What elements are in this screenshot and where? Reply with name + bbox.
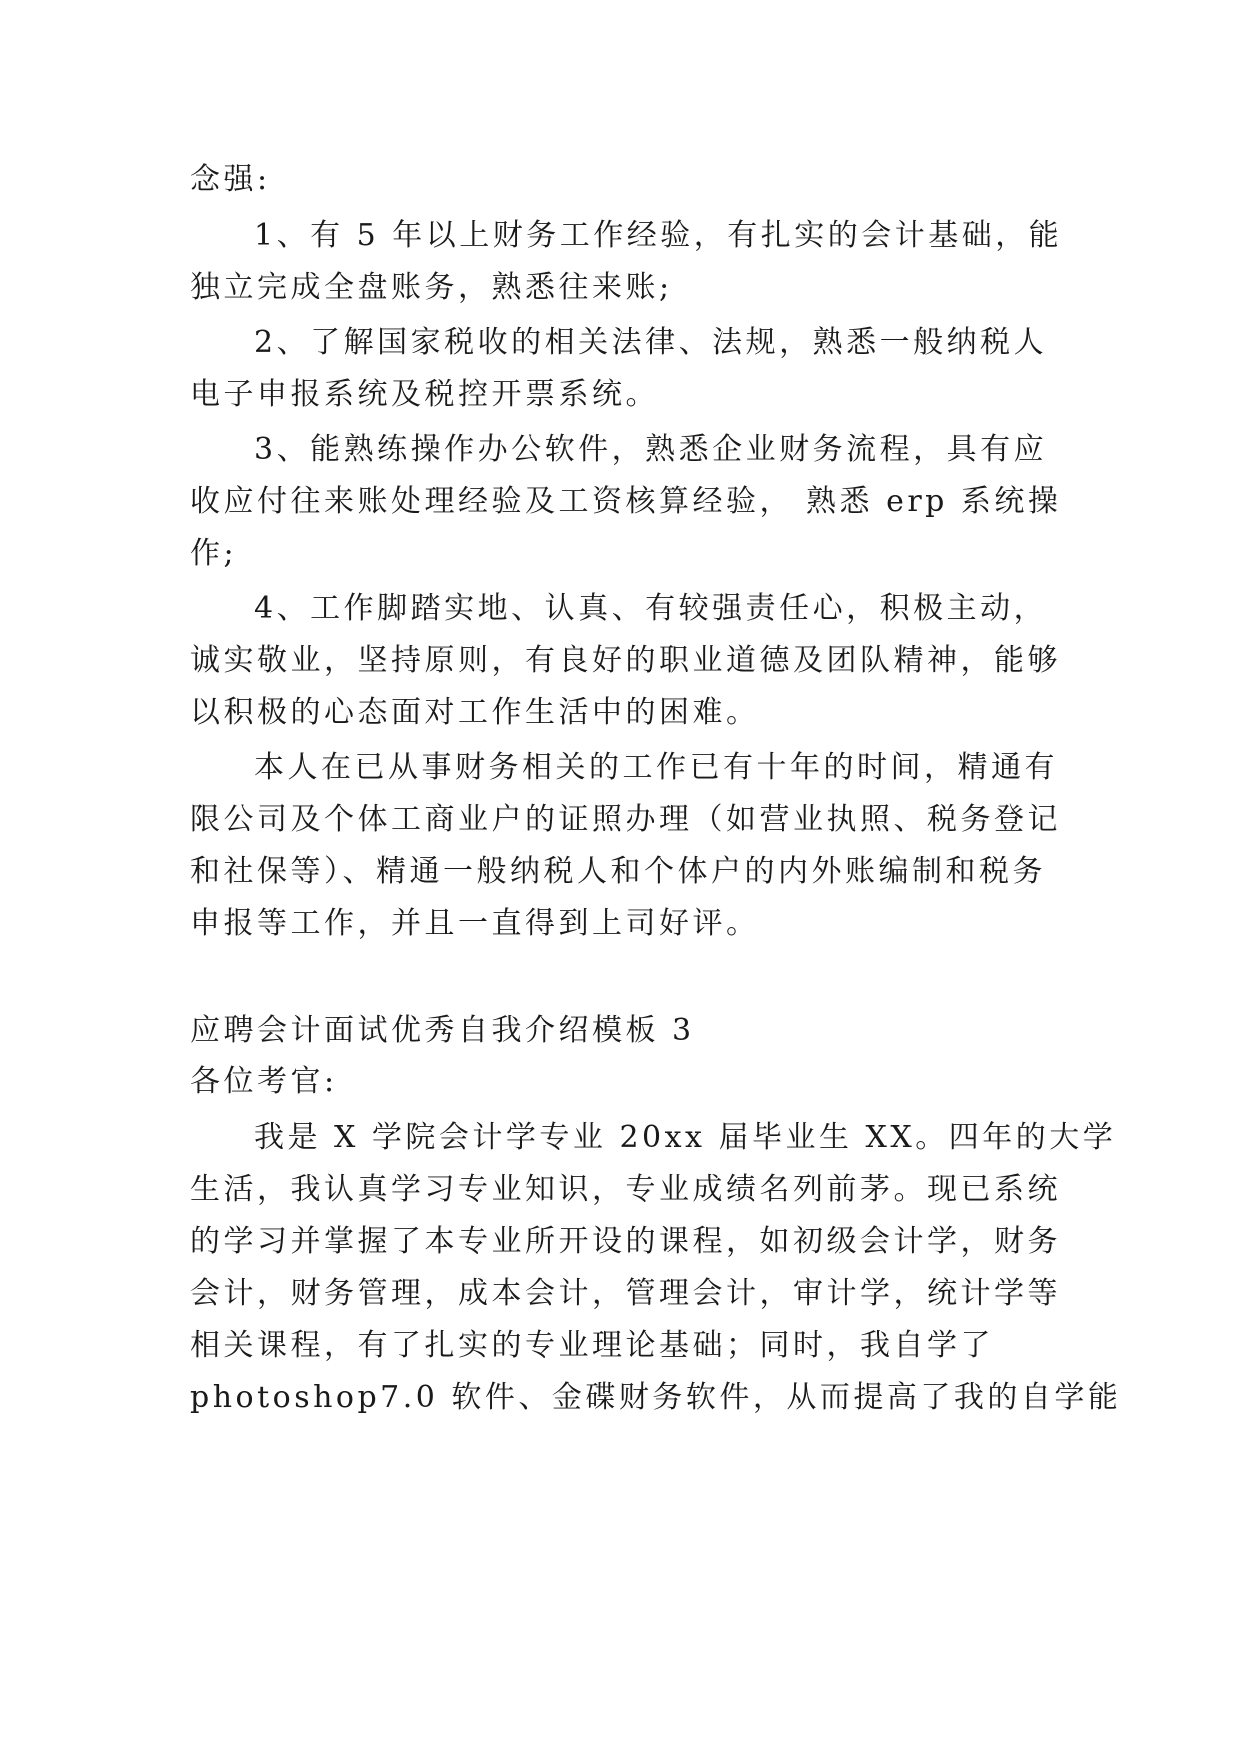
list-item-2-line: 电子申报系统及税控开票系统。 xyxy=(190,377,659,412)
paragraph-line: 申报等工作，并且一直得到上司好评。 xyxy=(190,906,760,941)
section-heading: 应聘会计面试优秀自我介绍模板 3 xyxy=(190,1013,695,1048)
list-item-1-line: 独立完成全盘账务，熟悉往来账; xyxy=(190,270,673,305)
paragraph-line: 的学习并掌握了本专业所开设的课程，如初级会计学，财务 xyxy=(190,1224,1061,1259)
paragraph-line: 和社保等）、精通一般纳税人和个体户的内外账编制和税务 xyxy=(190,854,1046,889)
list-item-4-line: 以积极的心态面对工作生活中的困难。 xyxy=(190,695,760,730)
list-item-4-line: 4、工作脚踏实地、认真、有较强责任心，积极主动， xyxy=(254,591,1048,626)
list-item-3-line: 3、能熟练操作办公软件，熟悉企业财务流程，具有应 xyxy=(254,432,1048,467)
paragraph-line: 本人在已从事财务相关的工作已有十年的时间，精通有 xyxy=(254,750,1058,785)
paragraph-line: 生活，我认真学习专业知识，专业成绩名列前茅。现已系统 xyxy=(190,1172,1061,1207)
paragraph-line: 念强: xyxy=(190,162,271,197)
list-item-3-line: 作; xyxy=(190,536,238,571)
salutation: 各位考官: xyxy=(190,1064,338,1099)
paragraph-line: 相关课程，有了扎实的专业理论基础；同时，我自学了 xyxy=(190,1328,994,1363)
paragraph-line: 限公司及个体工商业户的证照办理（如营业执照、税务登记 xyxy=(190,802,1061,837)
paragraph-line: photoshop7.0 软件、金碟财务软件，从而提高了我的自学能 xyxy=(190,1380,1122,1415)
list-item-2-line: 2、了解国家税收的相关法律、法规，熟悉一般纳税人 xyxy=(254,325,1048,360)
list-item-3-line: 收应付往来账处理经验及工资核算经验， 熟悉 erp 系统操 xyxy=(190,484,1062,519)
list-item-1-line: 1、有 5 年以上财务工作经验，有扎实的会计基础，能 xyxy=(254,218,1063,253)
paragraph-line: 会计，财务管理，成本会计，管理会计，审计学，统计学等 xyxy=(190,1276,1061,1311)
list-item-4-line: 诚实敬业，坚持原则，有良好的职业道德及团队精神，能够 xyxy=(190,643,1061,678)
paragraph-line: 我是 X 学院会计学专业 20xx 届毕业生 XX。四年的大学 xyxy=(254,1120,1117,1155)
